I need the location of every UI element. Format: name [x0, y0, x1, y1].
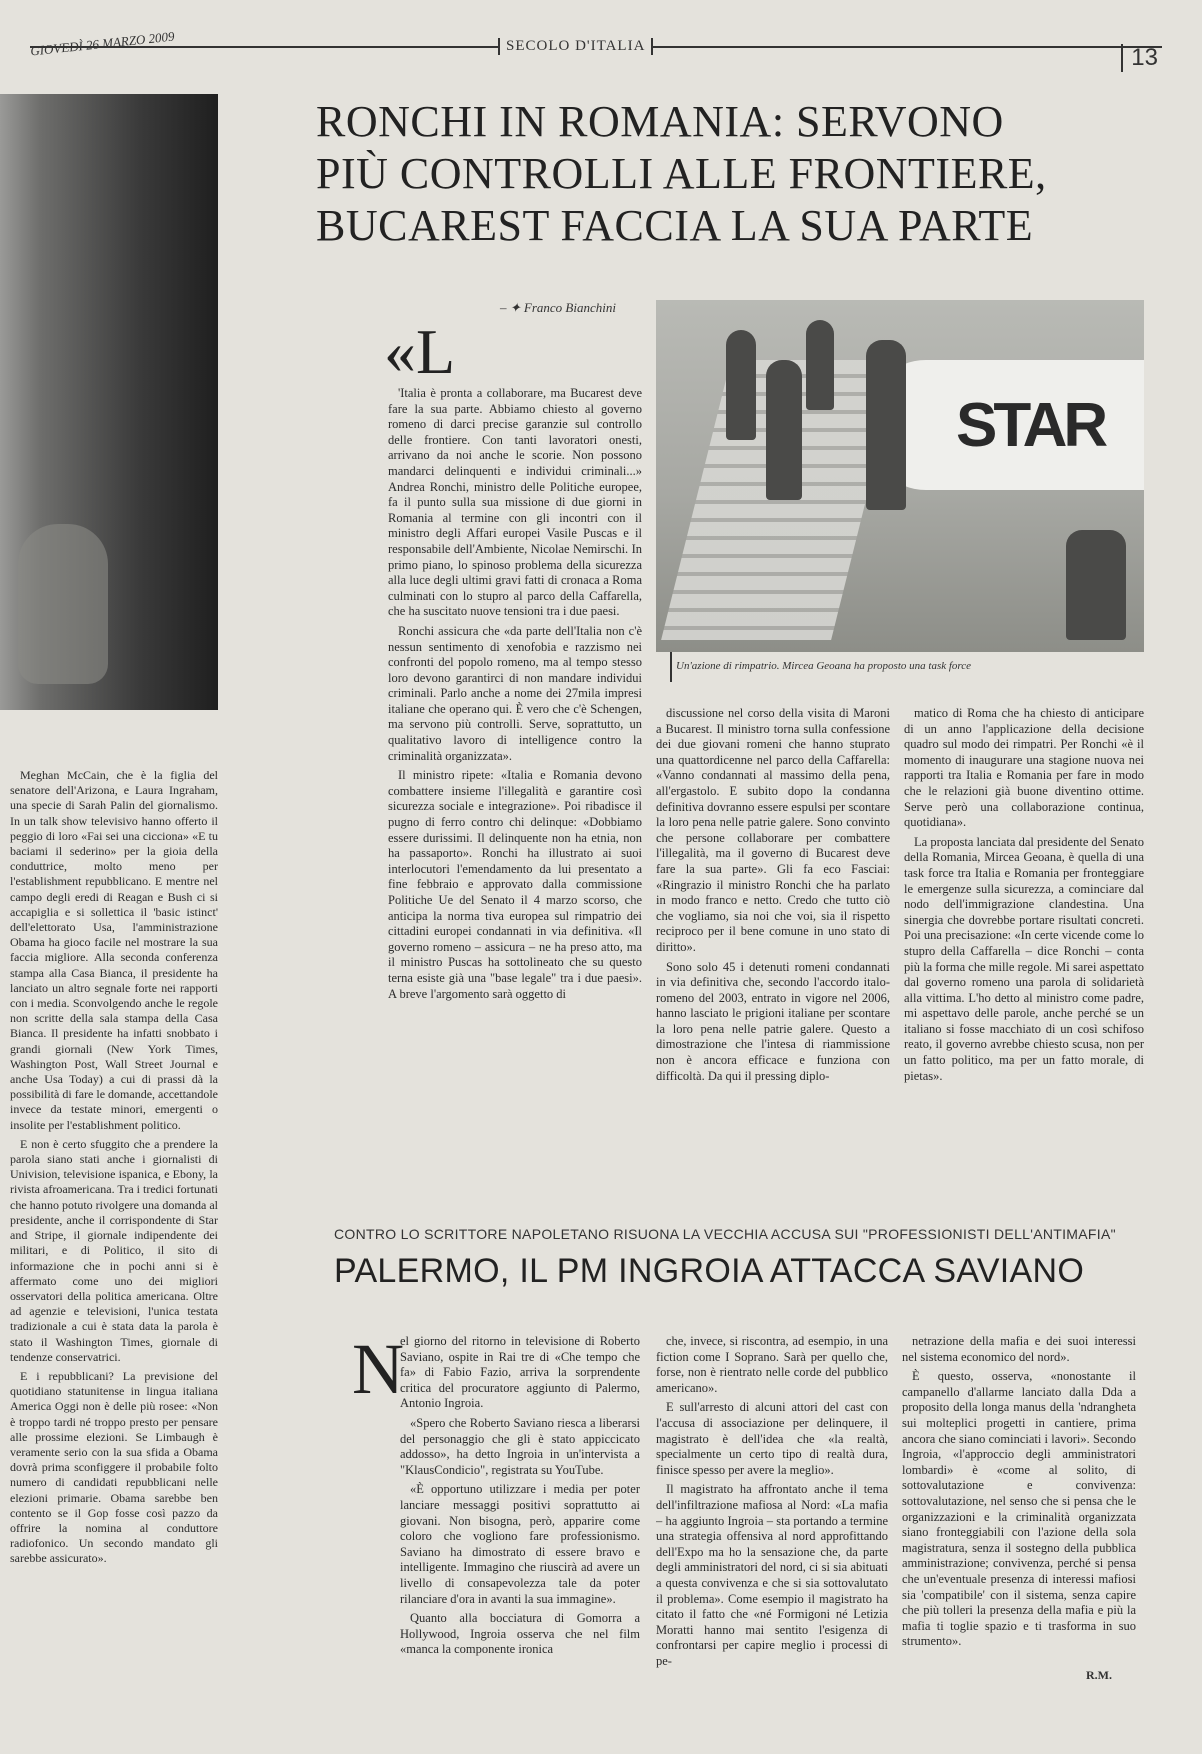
photo-hands — [18, 524, 108, 684]
paragraph: Il ministro ripete: «Italia e Romania devono combattere insieme l'illegalità e garantire così sicurezza sociale e integrazione». Poi ribadisce il pugno di ferro contro chi delinque: «Dobbiamo essere durissimi. Il delinquente non ha etnia, non ha passaporto». Ronchi ha illustrato ai suoi interlocutori l'emendamento da lui presentato a fine febbraio e approvato dalla commissione Politiche Ue del Senato il 4 marzo scorso, che anticipa la norma tiva europea sul rimpatrio dei cittadini europei condannati in via definitiva. «Il governo romeno – assicura – ne ha preso atto, ma il ministro Puscas ha sottolineato che su questo terna esiste già una "base legale" tra i due paesi». A breve l'argomento sarà oggetto di — [388, 768, 642, 1001]
photo-caption: Un'azione di rimpatrio. Mircea Geoana ha proposto una task force — [676, 660, 972, 672]
article1-col1 — [388, 386, 642, 1396]
person-figure — [766, 360, 802, 500]
plane-logo: STAR — [956, 391, 1105, 460]
paragraph: «Spero che Roberto Saviano riesca a liberarsi del personaggio che gli è stato appiccicato addosso», ha detto Ingroia in un'intervista a "KlausCondicio", registrata su YouTube. — [400, 1415, 640, 1477]
airport-photo — [656, 300, 1144, 652]
headline-line-3: BUCAREST FACCIA LA SUA PARTE — [316, 201, 1034, 250]
dropcap-n: N — [352, 1329, 404, 1409]
article2-col1 — [400, 1334, 640, 1726]
person-figure — [726, 330, 756, 440]
header-date: GIOVEDÌ 26 MARZO 2009 — [29, 28, 176, 59]
paragraph: E non è certo sfuggito che a prendere la parola siano stati anche i giornalisti di Univision, televisione ispanica, e Ebony, la rivista afroamericana. Tra i tredici fortunati che hanno potuto rivolgere una domanda al presidente, anche il corrispondente di Star and Stripe, il giornale indipendente dei militari, e di Politico, il sito di informazione che in pochi anni si è affermato come uno dei migliori osservatori della politica americana. Oltre ad agenzie e televisioni, l'unica testata tradizionale a cui è stata data la parola è stato il Washington Times, giornale di tendenze conservatrici. — [10, 1136, 218, 1364]
signature: R.M. — [1086, 1668, 1112, 1682]
headline-line-2: PIÙ CONTROLLI ALLE FRONTIERE, — [316, 149, 1047, 198]
article1-col2 — [656, 706, 890, 1180]
paragraph: La proposta lanciata dal presidente del Senato della Romania, Mircea Geoana, è quella di una task force tra Italia e Romania per fronteggiare le emergenze sulla sicurezza, a cominciare dal nodo dell'immigrazione clandestina. Una sinergia che dovrebbe portare risultati concreti. Poi una precisazione: «In certe vicende come lo stupro della Caffarella – dice Ronchi – conta più la forma che mille regole. Mi sarei aspettato dal governo romeno una parola di solidarietà alla vittima. L'ho detto al ministro come padre, mi aspettavo delle parole, anche perché se un italiano si fosse macchiato di un così schifoso reato, il governo avrebbe chiesto scusa, non per un fatto politico, ma per un fatto morale, di pietas». — [904, 834, 1144, 1083]
left-photo — [0, 94, 218, 710]
byline: – ✦ Franco Bianchini — [500, 300, 616, 315]
page-number: 13 — [1121, 44, 1158, 72]
left-column — [10, 768, 218, 1708]
dropcap-quote: «L — [384, 316, 456, 387]
caption-bar — [670, 652, 672, 682]
paragraph: Sono solo 45 i detenuti romeni condannati in via definitiva che, secondo l'accordo italo-romeno del 2003, entrato in vigore nel 2006, hanno lasciato le prigioni italiane per scontare la loro pena nelle patrie galere. Questo a dimostrazione che l'intesa di riammissione non è ancora efficace e funziona con difficoltà. Da qui il pressing diplo- — [656, 959, 890, 1083]
paragraph: E i repubblicani? La previsione del quotidiano statunitense in lingua italiana America Oggi non è delle più rosee: «Non è troppo tardi né troppo presto per pensare alle prossime elezioni. Se Limbaugh è veramente serio con la sua sfida a Obama dovrà prima sconfiggere il probabile folto numero di candidati repubblicani nelle elezioni primarie. Obama sarebbe ben contento se il Gop fosse così pazzo da offrire la nomina al conduttore radiofonico. Un secondo mandato gli sarebbe assicurato». — [10, 1368, 218, 1566]
paragraph: E sull'arresto di alcuni attori del cast con l'accusa di associazione per delinquere, il magistrato è dell'idea che «la realtà, specialmente un certo tipo di realtà dura, finisce spesso per avere la meglio». — [656, 1400, 888, 1477]
article1-col1-top — [460, 322, 642, 362]
person-figure — [806, 320, 834, 410]
paragraph: Il magistrato ha affrontato anche il tema dell'infiltrazione mafiosa al Nord: «La mafia – ha aggiunto Ingroia – sta portando a termine una strategia offensiva al nord approfittando dell'Expo ma ho la sensazione che, da parte degli amministratori del nord, ci si sia abituati a questa convivenza e che si sia sottovalutato il problema». Come esempio il magistrato ha citato il fatto che «né Formigoni né Letizia Moratti hanno mai sentito l'esigenza di confrontarsi per capire meglio i processi di pe- — [656, 1482, 888, 1668]
article2-kicker: CONTRO LO SCRITTORE NAPOLETANO RISUONA LA VECCHIA ACCUSA SUI "PROFESSIONISTI DELL'ANTIMAFIA" — [334, 1226, 1116, 1242]
paragraph: Meghan McCain, che è la figlia del senatore dell'Arizona, e Laura Ingraham, una specie di Sarah Palin del giornalismo. In un talk show televisivo hanno offerto il peggio di loro «Fai sei una cicciona» «E tu baciami il sederino» per la gioia della conduttrice, molto meno per l'establishment repubblicano. E mentre nel campo degli eredi di Reagan e Bush ci si accapiglia e si sollettica il 'basic istinct' dell'elettorato Usa, l'amministrazione Obama ha gioco facile nel mostrare la sua faccia migliore. Alla seconda conferenza stampa alla Casa Bianca, il presidente ha lanciato un altro segnale forte nei rapporti con i media. Sconvolgendo anche le regole non scritte della sala stampa della Casa Bianca. Il presidente ha infatti snobbato i grandi giornali (New York Times, Washington Post, Wall Street Journal e anche Usa Today) a cui di prassi dà la possibilità di fare le domande, accettandole invece da testate minori, emergenti o insolite per l'establishment politico. — [10, 768, 218, 1132]
paragraph: che, invece, si riscontra, ad esempio, in una fiction come I Soprano. Sarà per quello che, forse, non è rientrato nelle corde del pubblico americano». — [656, 1334, 888, 1395]
article1-headline — [316, 96, 1136, 252]
paragraph: Ronchi assicura che «da parte dell'Italia non c'è nessun sentimento di xenofobia e razzismo nei confronti del popolo romeno, ma al tempo stesso loro devono garantirci di non mandare individui criminali. Parlo anche a nome dei 27mila impresi italiane che operano qui. È vero che c'è Schengen, ma servono più controlli. Serve, soprattutto, un qualitativo lavoro di intelligence contro la criminalità organizzata». — [388, 623, 642, 763]
article2-col3 — [902, 1334, 1136, 1664]
paragraph: È questo, osserva, «nonostante il campanello d'allarme lanciato dalla Dda a proposito della longa manus della 'ndrangheta sui molteplici progetti in cantiere, prima ancora che siano cominciati i lavori». Secondo Ingroia, «l'approccio degli amministratori lombardi» è «come al solito, di sottovalutazione e convivenza: sottovalutazione, nel senso che si pensa che le organizzazioni e la criminalità organizzata siano fronteggiabili con l'azione della sola magistratura, senza il sostegno della pubblica amministrazione; convivenza, perché si pensa che un'eventuale presenza di interessi mafiosi sia 'compatibile' con il sistema, senza capire che più tolleri la presenza della mafia e più la mafia ti toglie spazio e ti trasforma in suo strumento». — [902, 1369, 1136, 1649]
paragraph: Quanto alla bocciatura di Gomorra a Hollywood, Ingroia osserva che nel film «manca la componente ironica — [400, 1611, 640, 1657]
article2-col2 — [656, 1334, 888, 1726]
person-figure — [866, 340, 906, 510]
headline-line-1: RONCHI IN ROMANIA: SERVONO — [316, 97, 1004, 146]
paragraph: netrazione della mafia e dei suoi interessi nel sistema economico del nord». — [902, 1334, 1136, 1364]
article2-headline: PALERMO, IL PM INGROIA ATTACCA SAVIANO — [334, 1252, 1085, 1290]
paragraph: el giorno del ritorno in televisione di Roberto Saviano, ospite in Rai tre di «Che tempo che fa» di Fabio Fazio, arriva la sorprendente critica del procuratore aggiunto di Palermo, Antonio Ingroia. — [400, 1334, 640, 1411]
paragraph: discussione nel corso della visita di Maroni a Bucarest. Il ministro torna sulla confessione dei due giovani romeni che hanno stuprato una quattordicenne nel parco della Caffarella: «Vanno condannati al massimo della pena, all'ergastolo. E subito dopo la condanna definitiva dovranno essere espulsi per scontare la loro pena nelle patrie galere. Sono convinto che persone collaborare per combattere l'illegalità, ma il governo di Bucarest deve fare la sua parte». Gli fa eco Fasciai: «Ringrazio il ministro Ronchi che ha parlato in modo franco e netto. Credo che tutto ciò che vogliamo, sia noi che voi, sia il rispetto reciproco per il bene comune in uno stato di diritto». — [656, 706, 890, 954]
newspaper-name: SECOLO D'ITALIA — [498, 38, 653, 55]
article1-col3 — [904, 706, 1144, 1180]
person-figure — [1066, 530, 1126, 640]
paragraph: «È opportuno utilizzare i media per poter lanciare messaggi positivi soprattutto ai giovani. Non bisogna, però, apparire come coloro che vogliono fare professionismo. Saviano ha dimostrato di essere bravo e intelligente. Immagino che riuscirà ad avere un livello di consapevolezza tale da poter rilanciare d'ora in avanti la sua immagine». — [400, 1482, 640, 1606]
paragraph: 'Italia è pronta a collaborare, ma Bucarest deve fare la sua parte. Abbiamo chiesto al governo romeno di darci precise garanzie sul controllo delle frontiere. Con tanti lavoratori onesti, arrivano da noi anche le scorie. Non possono mandarci delinquenti e individui criminali...» Andrea Ronchi, ministro delle Politiche europee, fa il punto sulla sua missione di due giorni in Romania al termine con gli incontri con il ministro degli Affari europei Vasile Puscas e il responsabile dell'Ambiente, Nicolae Nemirschi. In primo piano, lo spinoso problema della sicurezza alla luce degli ultimi gravi fatti di cronaca a Roma culminati con lo stupro al parco della Caffarella, che ha suscitato nuove tensioni tra i due paesi. — [388, 386, 642, 619]
paragraph: matico di Roma che ha chiesto di anticipare di un anno l'applicazione della decisione quadro sul modo dei rimpatri. Per Ronchi «è il momento di inaugurare una stagione nuova nei rapporti tra Italia e Romania per fare in modo che le relazioni già buone diventino ottime. Serve però una collaborazione continua, quotidiana». — [904, 706, 1144, 830]
